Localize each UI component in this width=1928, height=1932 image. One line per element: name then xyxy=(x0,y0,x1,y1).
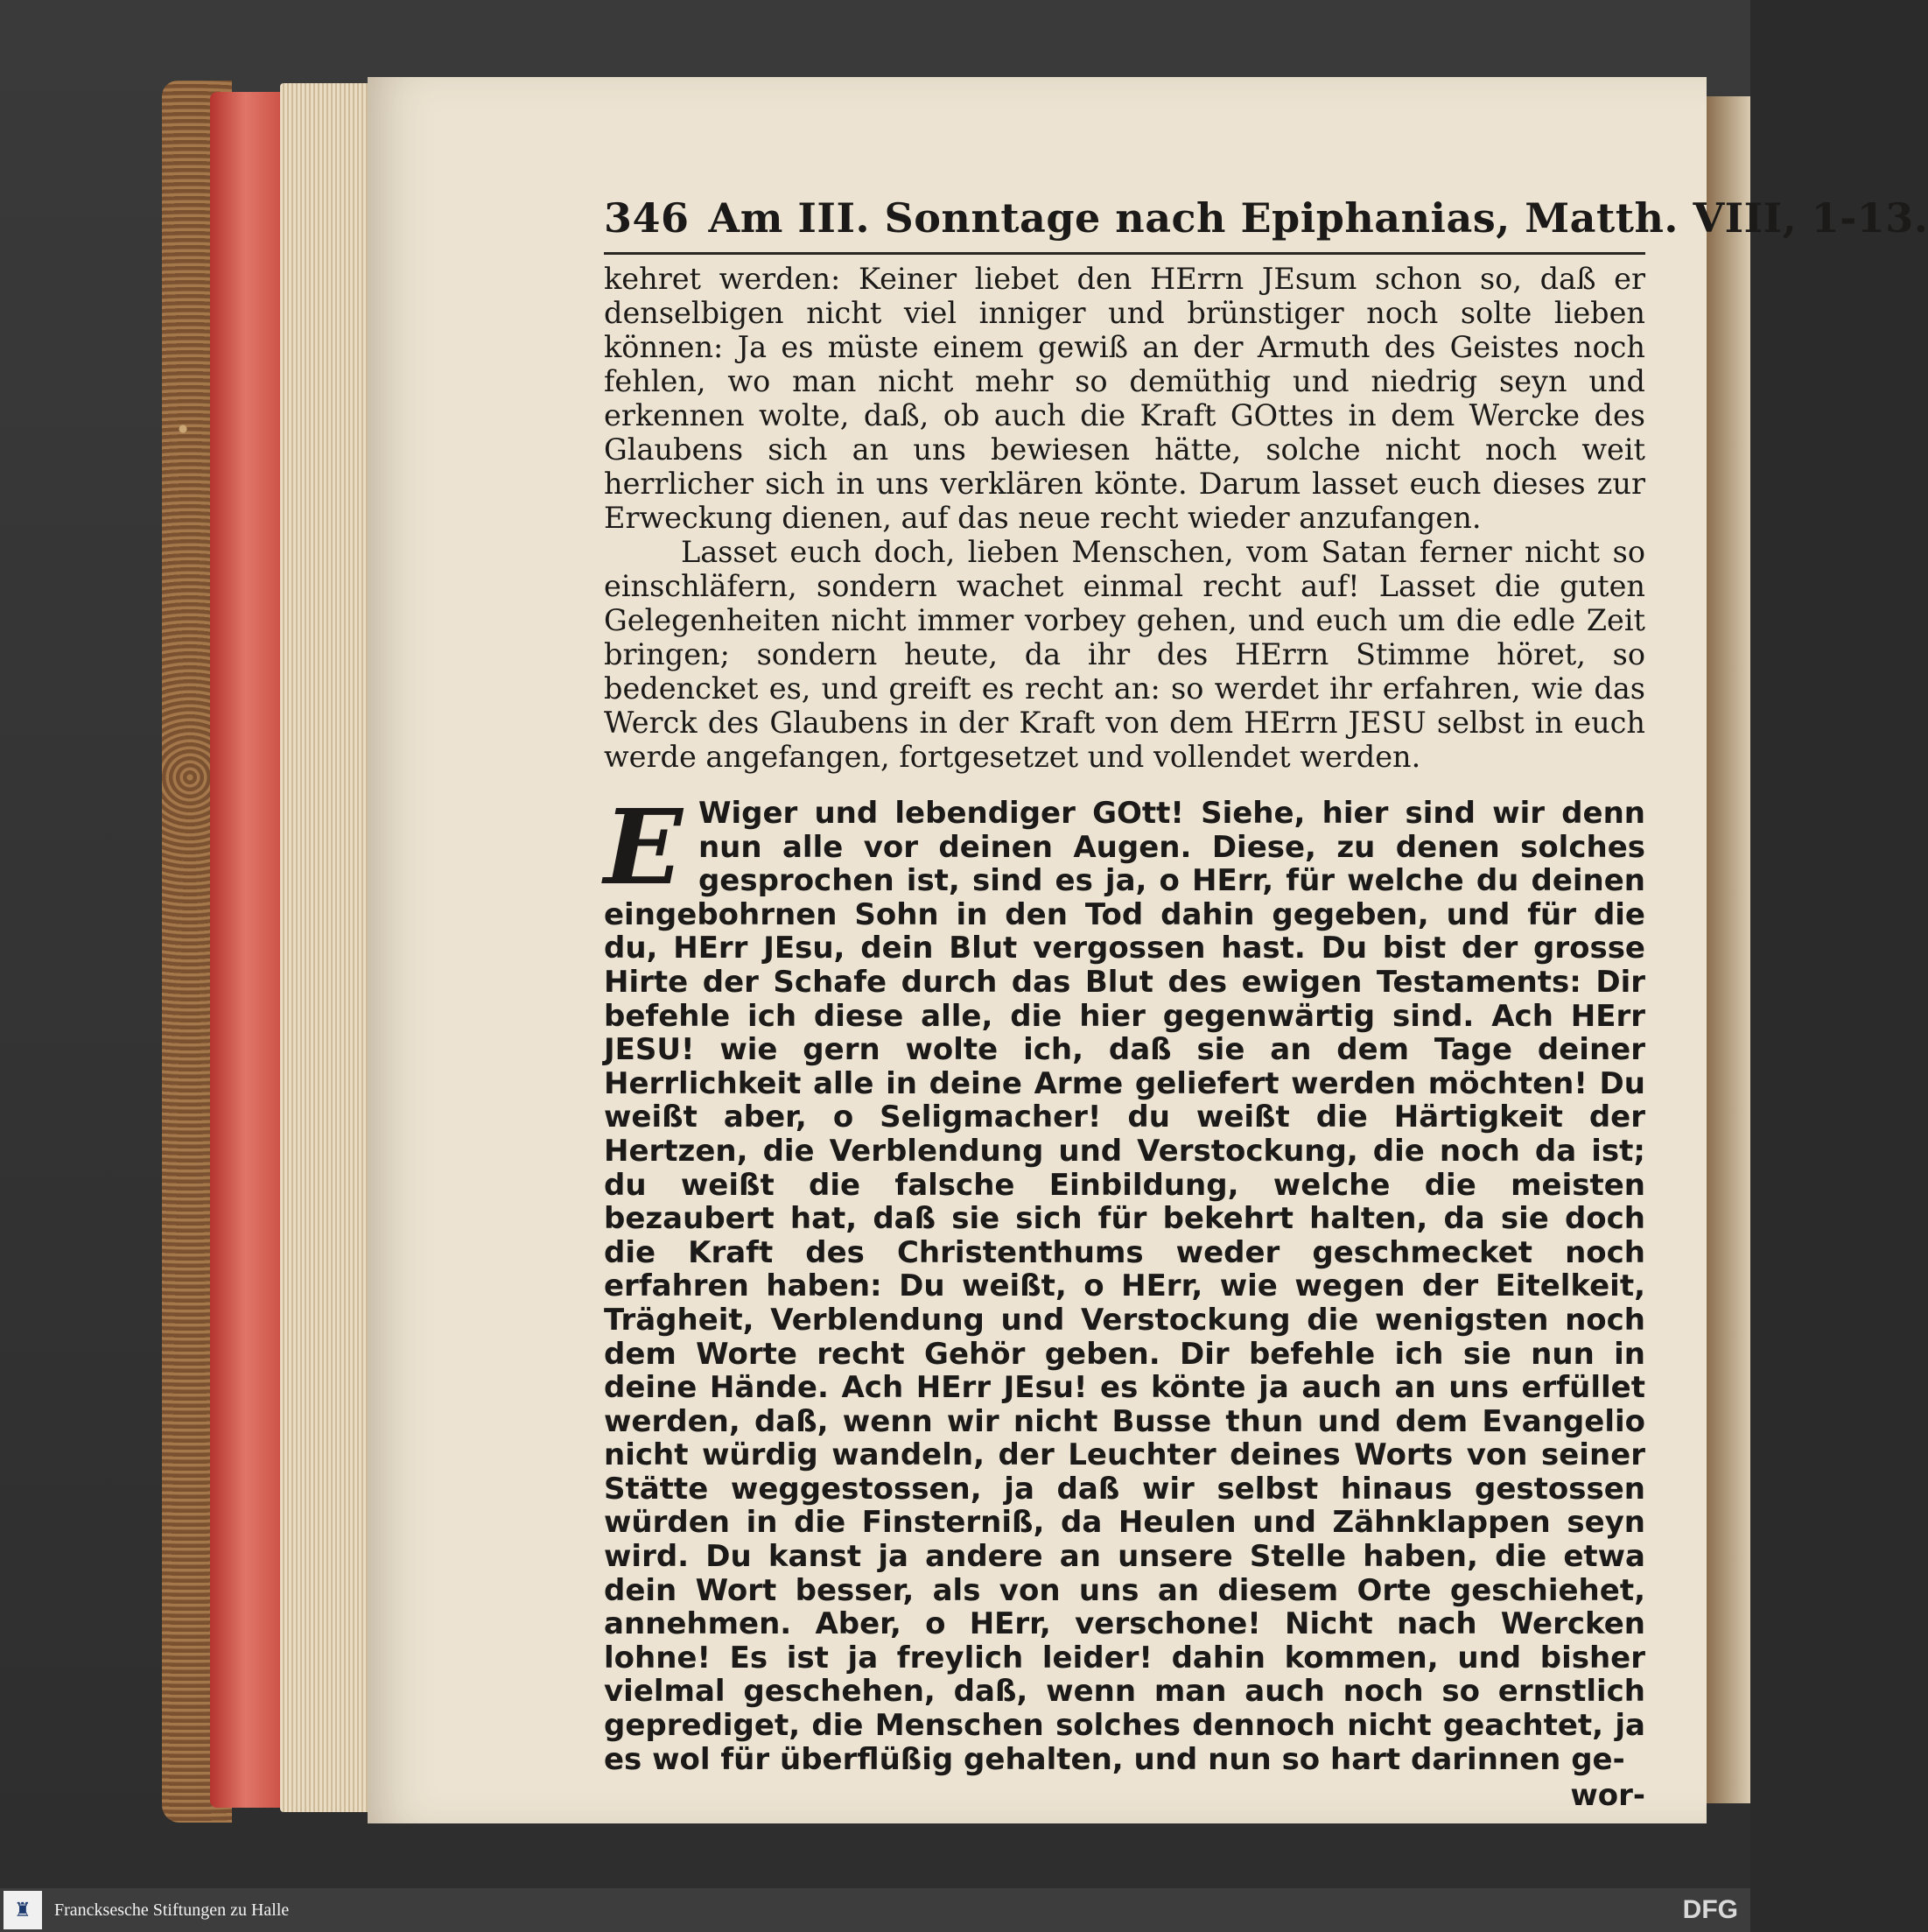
paragraph: kehret werden: Keiner liebet den HErrn JEsum schon so, daß er denselbigen nicht viel inniger und brünstiger noch solte lieben können: Ja es müste einem gewiß an der Armuth des Geistes noch fehlen, wo man nicht mehr so demüthig und niedrig seyn und erkennen wolte, daß, ob auch die Kraft GOttes in dem Wercke des Glaubens sich an uns bewiesen hätte, solche nicht noch weit herrlicher sich in uns verklären könte. Darum lasset euch dieses zur Erweckung dienen, auf das neue recht wieder anzufangen. xyxy=(604,262,1645,535)
prayer-body: Wiger und lebendiger GOtt! Siehe, hier sind wir denn nun alle vor deinen Augen. Diese, zu denen solches gesprochen ist, sind es ja, o HErr, für welche du deinen eingebohrnen Sohn in den Tod dahin gegeben, und für die du, HErr JEsu, dein Blut vergossen hast. Du bist der grosse Hirte der Schafe durch das Blut des ewigen Testaments: Dir befehle ich diese alle, die hier gegenwärtig sind. Ach HErr JESU! wie gern wolte ich, daß sie an dem Tage deiner Herrlichkeit alle in deine Arme geliefert werden möchten! Du weißt aber, o Seligmacher! du weißt die Härtigkeit der Hertzen, die Verblendung und Verstockung, die noch da ist; du weißt die falsche Einbildung, welche die meisten bezaubert hat, daß sie sich für bekehrt halten, da sie doch die Kraft des Christenthums weder geschmecket noch erfahren haben: Du weißt, o HErr, wie wegen der Eitelkeit, Trägheit, Verblendung und Verstockung die wenigsten noch dem Worte recht Gehör geben. Dir befehle ich sie nun in deine Hände. Ach HErr JEsu! es könte ja auch an uns erfüllet werden, daß, wenn wir nicht Busse thun und dem Evangelio nicht würdig wandeln, der Leuchter deines Worts von seiner Stätte weggestossen, ja daß wir selbst hinaus gestossen würden in die Finsterniß, da Heulen und Zähnklappen seyn wird. Du kanst ja andere an unsere Stelle haben, die etwa dein Wort besser, als von uns an diesem Orte geschiehet, annehmen. Aber, o HErr, verschone! Nicht nach Wercken lohne! Es ist ja freylich leider! dahin kommen, und bisher vielmal geschehen, daß, wenn man auch noch so ernstlich geprediget, die Menschen solches dennoch nicht geachtet, ja es wol für überflüßig gehalten, und nun so hart darinnen ge- xyxy=(604,796,1645,1777)
paragraph: Lasset euch doch, lieben Menschen, vom Satan ferner nicht so einschläfern, sondern wachet einmal recht auf! Lasset die guten Gelegenheiten nicht immer vorbey gehen, und euch um die edle Zeit bringen; sondern heute, da ihr des HErrn Stimme höret, so bedencket es, und greift es recht an: so werdet ihr erfahren, wie das Werck des Glaubens in der Kraft von dem HErrn JESU selbst in euch werde angefangen, fortgesetzet und vollendet werden. xyxy=(604,535,1645,774)
running-head xyxy=(604,194,1928,242)
prayer-text xyxy=(604,786,1645,1777)
drop-cap-initial: E xyxy=(604,786,683,908)
page-content xyxy=(604,194,1928,1814)
viewer-footer xyxy=(0,1888,1750,1932)
dfg-logo: DFG xyxy=(1682,1895,1738,1924)
header-rule xyxy=(604,252,1645,255)
page-number: 346 xyxy=(604,194,690,242)
sermon-text xyxy=(604,262,1645,774)
running-title: Am III. Sonntage nach Epiphanias, Matth. VIII, 1-13. xyxy=(708,194,1928,242)
page-stack-edge xyxy=(280,83,376,1812)
institution-name[interactable]: Francksesche Stiftungen zu Halle xyxy=(54,1900,290,1920)
catchword: wor- xyxy=(1570,1778,1645,1814)
facing-page-edge xyxy=(1707,96,1750,1803)
institution-logo-icon: ♜ xyxy=(4,1891,42,1929)
red-page-edge xyxy=(210,92,289,1808)
